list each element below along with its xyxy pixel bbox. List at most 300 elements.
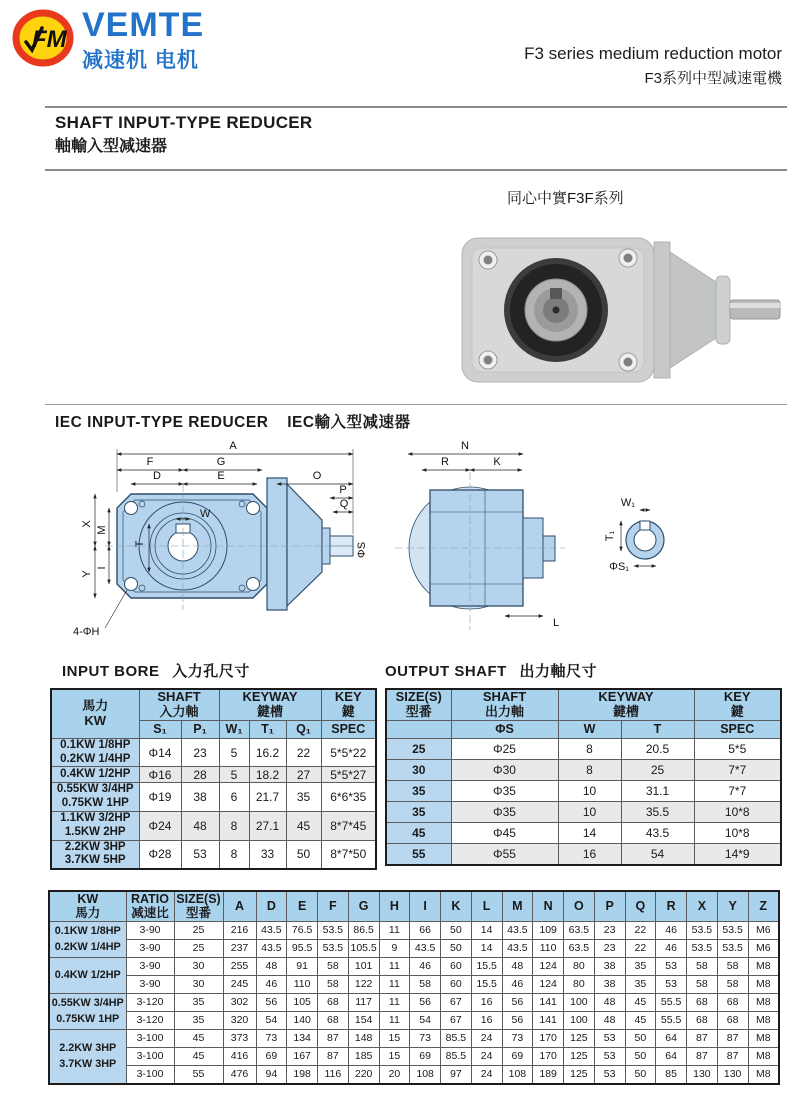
data-cell: 38 bbox=[594, 975, 625, 993]
power-group-cell: 0.1KW 1/8HP 0.2KW 1/4HP bbox=[49, 921, 126, 957]
brand-logo bbox=[12, 8, 204, 74]
data-cell: 68 bbox=[687, 1011, 718, 1029]
dim-label-t1: T₁ bbox=[604, 530, 616, 542]
data-cell: 31.1 bbox=[621, 780, 694, 801]
data-cell: 148 bbox=[348, 1029, 379, 1047]
data-cell: 108 bbox=[410, 1065, 441, 1084]
size-cell: 55 bbox=[386, 843, 451, 865]
col-header-key bbox=[694, 689, 781, 720]
table-row bbox=[51, 738, 376, 767]
table-row bbox=[49, 939, 779, 957]
data-cell: 87 bbox=[717, 1047, 748, 1065]
col-header-w: W bbox=[558, 720, 621, 738]
dim-col-header: M bbox=[502, 891, 533, 921]
data-cell: 416 bbox=[223, 1047, 256, 1065]
data-cell: 91 bbox=[287, 957, 318, 975]
data-cell: 53 bbox=[656, 957, 687, 975]
brand-subtitle: 减速机 电机 bbox=[82, 49, 199, 72]
col-header-sizes-zh: 型番 bbox=[185, 906, 211, 921]
series-title bbox=[524, 44, 782, 88]
input-bore-title bbox=[62, 660, 250, 681]
series-family-label: 同心中實F3F系列 bbox=[507, 190, 624, 207]
dim-label-d: D bbox=[153, 470, 161, 482]
data-cell: 302 bbox=[223, 993, 256, 1011]
col-header-t: T bbox=[621, 720, 694, 738]
col-header-keyway-en: KEYWAY bbox=[242, 689, 298, 704]
col-header-keyway-en: KEYWAY bbox=[598, 689, 654, 704]
data-cell: 16 bbox=[558, 843, 621, 865]
col-header-shaft-zh: 出力軸 bbox=[484, 703, 524, 719]
size-cell: 25 bbox=[174, 939, 223, 957]
dim-col-header: F bbox=[318, 891, 349, 921]
data-cell: M8 bbox=[748, 1029, 779, 1047]
data-cell: M8 bbox=[748, 957, 779, 975]
dim-label-phis: ΦS bbox=[356, 541, 368, 559]
data-cell: 66 bbox=[410, 921, 441, 939]
table-row bbox=[49, 975, 779, 993]
dim-label-x: X bbox=[81, 520, 93, 528]
data-cell: Φ14 bbox=[139, 738, 181, 767]
data-cell: 87 bbox=[687, 1029, 718, 1047]
ratio-cell: 3-100 bbox=[126, 1047, 174, 1065]
data-cell: 50 bbox=[286, 840, 321, 869]
dim-label-m: M bbox=[96, 525, 108, 535]
power-cell: 1.1KW 3/2HP 1.5KW 2HP bbox=[51, 812, 139, 841]
data-cell: 68 bbox=[318, 1011, 349, 1029]
data-cell: 20 bbox=[379, 1065, 410, 1084]
data-cell: 16.2 bbox=[249, 738, 286, 767]
data-cell: 245 bbox=[223, 975, 256, 993]
data-cell: 85.5 bbox=[441, 1029, 472, 1047]
ratio-cell: 3-100 bbox=[126, 1065, 174, 1084]
data-cell: 134 bbox=[287, 1029, 318, 1047]
data-cell: 54 bbox=[410, 1011, 441, 1029]
col-header-shaft-zh: 入力軸 bbox=[159, 703, 199, 719]
data-cell: 5 bbox=[219, 767, 249, 783]
data-cell: 24 bbox=[471, 1047, 502, 1065]
data-cell: 105 bbox=[287, 993, 318, 1011]
col-header-shaft bbox=[139, 689, 219, 720]
data-cell: 216 bbox=[223, 921, 256, 939]
data-cell: 53.5 bbox=[687, 939, 718, 957]
dim-label-l: L bbox=[553, 617, 560, 629]
table-row bbox=[49, 1047, 779, 1065]
data-cell: 53 bbox=[594, 1065, 625, 1084]
table-row bbox=[386, 801, 781, 822]
size-cell: 45 bbox=[386, 822, 451, 843]
table-row bbox=[51, 812, 376, 841]
table-row bbox=[51, 767, 376, 783]
col-header-sizes bbox=[174, 891, 223, 921]
product-photo bbox=[448, 220, 796, 400]
col-header-blank bbox=[386, 720, 451, 738]
table-row bbox=[386, 738, 781, 759]
size-cell: 30 bbox=[386, 759, 451, 780]
dim-label-g: G bbox=[216, 456, 226, 468]
size-cell: 45 bbox=[174, 1029, 223, 1047]
dim-col-header: Z bbox=[748, 891, 779, 921]
data-cell: 50 bbox=[625, 1047, 656, 1065]
dim-label-p: P bbox=[339, 484, 347, 496]
dim-label-w: W bbox=[200, 508, 211, 520]
data-cell: 14*9 bbox=[694, 843, 781, 865]
data-cell: 69 bbox=[256, 1047, 287, 1065]
size-cell: 35 bbox=[386, 801, 451, 822]
data-cell: 6*6*35 bbox=[321, 783, 376, 812]
data-cell: 67 bbox=[441, 1011, 472, 1029]
data-cell: 6 bbox=[219, 783, 249, 812]
dim-col-header: H bbox=[379, 891, 410, 921]
data-cell: 10*8 bbox=[694, 801, 781, 822]
col-header-power-en: KW bbox=[84, 712, 107, 728]
data-cell: 170 bbox=[533, 1047, 564, 1065]
data-cell: 58 bbox=[318, 957, 349, 975]
dim-label-4phih: 4-ΦH bbox=[73, 626, 100, 638]
data-cell: 69 bbox=[502, 1047, 533, 1065]
data-cell: 125 bbox=[564, 1065, 595, 1084]
data-cell: 58 bbox=[687, 975, 718, 993]
power-cell: 0.55KW 3/4HP 0.75KW 1HP bbox=[51, 783, 139, 812]
data-cell: 16 bbox=[471, 993, 502, 1011]
data-cell: Φ16 bbox=[139, 767, 181, 783]
bore-detail-diagram bbox=[604, 497, 664, 573]
data-cell: 130 bbox=[687, 1065, 718, 1084]
data-cell: 48 bbox=[594, 993, 625, 1011]
data-cell: 25 bbox=[621, 759, 694, 780]
col-header-key-zh: 鍵 bbox=[341, 703, 355, 719]
dim-label-o: O bbox=[312, 470, 322, 482]
divider bbox=[45, 404, 787, 405]
data-cell: 45 bbox=[625, 993, 656, 1011]
data-cell: 87 bbox=[318, 1047, 349, 1065]
data-cell: 14 bbox=[471, 921, 502, 939]
data-cell: 22 bbox=[625, 921, 656, 939]
series-title-en: F3 series medium reduction motor bbox=[524, 44, 782, 63]
data-cell: 21.7 bbox=[249, 783, 286, 812]
data-cell: 14 bbox=[471, 939, 502, 957]
data-cell: 87 bbox=[318, 1029, 349, 1047]
ratio-cell: 3-120 bbox=[126, 1011, 174, 1029]
data-cell: 94 bbox=[256, 1065, 287, 1084]
data-cell: 15 bbox=[379, 1029, 410, 1047]
data-cell: 85 bbox=[656, 1065, 687, 1084]
data-cell: 76.5 bbox=[287, 921, 318, 939]
data-cell: 116 bbox=[318, 1065, 349, 1084]
data-cell: 24 bbox=[471, 1029, 502, 1047]
dim-label-k: K bbox=[493, 456, 501, 468]
col-header-key-en: KEY bbox=[334, 689, 362, 704]
data-cell: 27.1 bbox=[249, 812, 286, 841]
size-cell: 45 bbox=[174, 1047, 223, 1065]
dim-label-q: Q bbox=[339, 498, 349, 510]
data-cell: 38 bbox=[594, 957, 625, 975]
table-row bbox=[51, 840, 376, 869]
data-cell: 125 bbox=[564, 1029, 595, 1047]
dim-label-f: F bbox=[146, 456, 154, 468]
data-cell: M6 bbox=[748, 921, 779, 939]
data-cell: 22 bbox=[625, 939, 656, 957]
data-cell: 46 bbox=[410, 957, 441, 975]
col-header-t1: T₁ bbox=[249, 720, 286, 738]
data-cell: 56 bbox=[256, 993, 287, 1011]
table-row bbox=[49, 1029, 779, 1047]
data-cell: 11 bbox=[379, 1011, 410, 1029]
data-cell: 54 bbox=[621, 843, 694, 865]
section-title-zh: 軸輸入型减速器 bbox=[55, 138, 168, 155]
ratio-cell: 3-90 bbox=[126, 957, 174, 975]
data-cell: 8 bbox=[219, 840, 249, 869]
data-cell: 109 bbox=[533, 921, 564, 939]
data-cell: 10 bbox=[558, 801, 621, 822]
size-cell: 35 bbox=[174, 1011, 223, 1029]
data-cell: 15.5 bbox=[471, 957, 502, 975]
data-cell: 23 bbox=[181, 738, 219, 767]
data-cell: 28 bbox=[181, 767, 219, 783]
dim-label-y: Y bbox=[81, 570, 93, 578]
data-cell: 154 bbox=[348, 1011, 379, 1029]
data-cell: 64 bbox=[656, 1029, 687, 1047]
data-cell: 476 bbox=[223, 1065, 256, 1084]
data-cell: 35.5 bbox=[621, 801, 694, 822]
col-header-power-zh: 馬力 bbox=[82, 698, 109, 713]
data-cell: 23 bbox=[594, 939, 625, 957]
table-row bbox=[51, 783, 376, 812]
col-header-kw-en: KW bbox=[77, 892, 99, 906]
data-cell: 189 bbox=[533, 1065, 564, 1084]
divider bbox=[45, 169, 787, 171]
data-cell: 58 bbox=[410, 975, 441, 993]
data-cell: 9 bbox=[379, 939, 410, 957]
data-cell: 48 bbox=[256, 957, 287, 975]
power-cell: 2.2KW 3HP 3.7KW 5HP bbox=[51, 840, 139, 869]
data-cell: 110 bbox=[533, 939, 564, 957]
data-cell: 58 bbox=[717, 957, 748, 975]
data-cell: 7*7 bbox=[694, 759, 781, 780]
data-cell: 63.5 bbox=[564, 939, 595, 957]
data-cell: 45 bbox=[286, 812, 321, 841]
data-cell: 141 bbox=[533, 993, 564, 1011]
table-row bbox=[386, 822, 781, 843]
col-header-keyway bbox=[219, 689, 321, 720]
dim-label-a: A bbox=[229, 440, 237, 452]
col-header-phis: ΦS bbox=[451, 720, 558, 738]
data-cell: 54 bbox=[256, 1011, 287, 1029]
data-cell: 15 bbox=[379, 1047, 410, 1065]
data-cell: 185 bbox=[348, 1047, 379, 1065]
data-cell: 53.5 bbox=[687, 921, 718, 939]
data-cell: 46 bbox=[656, 921, 687, 939]
data-cell: 140 bbox=[287, 1011, 318, 1029]
data-cell: 85.5 bbox=[441, 1047, 472, 1065]
data-cell: 97 bbox=[441, 1065, 472, 1084]
data-cell: Φ35 bbox=[451, 780, 558, 801]
power-cell: 0.1KW 1/8HP 0.2KW 1/4HP bbox=[51, 738, 139, 767]
divider bbox=[45, 106, 787, 108]
data-cell: 48 bbox=[594, 1011, 625, 1029]
data-cell: 7*7 bbox=[694, 780, 781, 801]
data-cell: 35 bbox=[625, 957, 656, 975]
data-cell: Φ19 bbox=[139, 783, 181, 812]
data-cell: 64 bbox=[656, 1047, 687, 1065]
data-cell: 5*5*22 bbox=[321, 738, 376, 767]
data-cell: 56 bbox=[410, 993, 441, 1011]
col-header-key-zh: 鍵 bbox=[730, 703, 744, 719]
data-cell: 11 bbox=[379, 921, 410, 939]
data-cell: 16 bbox=[471, 1011, 502, 1029]
input-bore-title-zh: 入力孔尺寸 bbox=[172, 663, 250, 680]
dim-col-header: K bbox=[441, 891, 472, 921]
data-cell: 5*5*27 bbox=[321, 767, 376, 783]
data-cell: 105.5 bbox=[348, 939, 379, 957]
data-cell: 68 bbox=[717, 1011, 748, 1029]
data-cell: 68 bbox=[318, 993, 349, 1011]
data-cell: 11 bbox=[379, 957, 410, 975]
data-cell: Φ35 bbox=[451, 801, 558, 822]
power-group-cell: 0.4KW 1/2HP bbox=[49, 957, 126, 993]
col-header-ratio-en: RATIO bbox=[131, 892, 169, 906]
data-cell: 45 bbox=[625, 1011, 656, 1029]
data-cell: Φ28 bbox=[139, 840, 181, 869]
ratio-cell: 3-100 bbox=[126, 1029, 174, 1047]
table-row bbox=[386, 843, 781, 865]
data-cell: 58 bbox=[717, 975, 748, 993]
dim-label-phis1: ΦS₁ bbox=[609, 561, 629, 573]
dim-label-e: E bbox=[217, 470, 225, 482]
dim-col-header: N bbox=[533, 891, 564, 921]
data-cell: 124 bbox=[533, 957, 564, 975]
data-cell: 18.2 bbox=[249, 767, 286, 783]
col-header-size bbox=[386, 689, 451, 720]
brand-name: VEMTE bbox=[82, 6, 205, 44]
dim-label-t: T bbox=[134, 540, 146, 548]
output-shaft-title-en: OUTPUT SHAFT bbox=[385, 663, 507, 680]
col-header-p1: P₁ bbox=[181, 720, 219, 738]
data-cell: Φ25 bbox=[451, 738, 558, 759]
size-cell: 25 bbox=[174, 921, 223, 939]
data-cell: 53 bbox=[181, 840, 219, 869]
data-cell: 43.5 bbox=[502, 939, 533, 957]
data-cell: 10*8 bbox=[694, 822, 781, 843]
col-header-kw-zh: 馬力 bbox=[75, 906, 101, 921]
size-cell: 35 bbox=[386, 780, 451, 801]
data-cell: 87 bbox=[687, 1047, 718, 1065]
data-cell: 167 bbox=[287, 1047, 318, 1065]
data-cell: 46 bbox=[502, 975, 533, 993]
data-cell: 68 bbox=[717, 993, 748, 1011]
data-cell: 100 bbox=[564, 993, 595, 1011]
table-row bbox=[386, 759, 781, 780]
col-header-ratio bbox=[126, 891, 174, 921]
data-cell: 43.5 bbox=[256, 939, 287, 957]
data-cell: 35 bbox=[286, 783, 321, 812]
data-cell: 48 bbox=[502, 957, 533, 975]
data-cell: 8 bbox=[558, 738, 621, 759]
data-cell: 53 bbox=[594, 1029, 625, 1047]
data-cell: 373 bbox=[223, 1029, 256, 1047]
data-cell: 46 bbox=[656, 939, 687, 957]
data-cell: 63.5 bbox=[564, 921, 595, 939]
col-header-q1: Q₁ bbox=[286, 720, 321, 738]
data-cell: 124 bbox=[533, 975, 564, 993]
data-cell: 198 bbox=[287, 1065, 318, 1084]
data-cell: 8 bbox=[558, 759, 621, 780]
data-cell: 50 bbox=[625, 1029, 656, 1047]
col-header-s1: S₁ bbox=[139, 720, 181, 738]
data-cell: 27 bbox=[286, 767, 321, 783]
data-cell: 255 bbox=[223, 957, 256, 975]
table-row bbox=[49, 993, 779, 1011]
side-view-diagram bbox=[395, 440, 565, 630]
col-header-keyway-zh: 鍵槽 bbox=[257, 703, 284, 719]
size-cell: 25 bbox=[386, 738, 451, 759]
series-title-zh: F3系列中型减速電機 bbox=[644, 70, 782, 87]
data-cell: 15.5 bbox=[471, 975, 502, 993]
logo-mark-icon bbox=[12, 8, 76, 70]
data-cell: 101 bbox=[348, 957, 379, 975]
data-cell: 130 bbox=[717, 1065, 748, 1084]
ratio-cell: 3-120 bbox=[126, 993, 174, 1011]
col-header-shaft-en: SHAFT bbox=[482, 689, 527, 704]
table-row bbox=[49, 1011, 779, 1029]
dim-label-i: I bbox=[96, 566, 108, 570]
data-cell: 33 bbox=[249, 840, 286, 869]
data-cell: 110 bbox=[287, 975, 318, 993]
data-cell: 46 bbox=[256, 975, 287, 993]
table-row bbox=[49, 921, 779, 939]
data-cell: 53.5 bbox=[318, 939, 349, 957]
data-cell: 58 bbox=[687, 957, 718, 975]
data-cell: 56 bbox=[502, 993, 533, 1011]
dim-label-w1: W₁ bbox=[620, 497, 635, 509]
dim-col-header: L bbox=[471, 891, 502, 921]
ratio-cell: 3-90 bbox=[126, 975, 174, 993]
data-cell: Φ45 bbox=[451, 822, 558, 843]
data-cell: 11 bbox=[379, 975, 410, 993]
col-header-size-en: SIZE(S) bbox=[395, 689, 442, 704]
data-cell: 86.5 bbox=[348, 921, 379, 939]
data-cell: 170 bbox=[533, 1029, 564, 1047]
output-shaft-title-zh: 出力軸尺寸 bbox=[519, 663, 598, 680]
diagram-title bbox=[55, 410, 411, 432]
col-header-size-zh: 型番 bbox=[405, 703, 432, 719]
data-cell: 53 bbox=[594, 1047, 625, 1065]
data-cell: 23 bbox=[594, 921, 625, 939]
section-title-en: SHAFT INPUT-TYPE REDUCER bbox=[55, 113, 313, 132]
data-cell: 73 bbox=[502, 1029, 533, 1047]
ratio-cell: 3-90 bbox=[126, 939, 174, 957]
output-shaft-table bbox=[385, 688, 782, 866]
data-cell: 55.5 bbox=[656, 1011, 687, 1029]
col-header-spec: SPEC bbox=[321, 720, 376, 738]
data-cell: 14 bbox=[558, 822, 621, 843]
data-cell: 53 bbox=[656, 975, 687, 993]
col-header-kw bbox=[49, 891, 126, 921]
data-cell: 141 bbox=[533, 1011, 564, 1029]
power-cell: 0.4KW 1/2HP bbox=[51, 767, 139, 783]
size-cell: 30 bbox=[174, 957, 223, 975]
data-cell: M8 bbox=[748, 1047, 779, 1065]
col-header-key bbox=[321, 689, 376, 720]
data-cell: 43.5 bbox=[621, 822, 694, 843]
data-cell: 60 bbox=[441, 957, 472, 975]
table-row bbox=[386, 780, 781, 801]
col-header-sizes-en: SIZE(S) bbox=[176, 892, 221, 906]
data-cell: 38 bbox=[181, 783, 219, 812]
col-header-keyway-zh: 鍵槽 bbox=[612, 703, 639, 719]
dim-col-header: P bbox=[594, 891, 625, 921]
logo-monogram: FM bbox=[32, 26, 67, 53]
data-cell: 43.5 bbox=[256, 921, 287, 939]
